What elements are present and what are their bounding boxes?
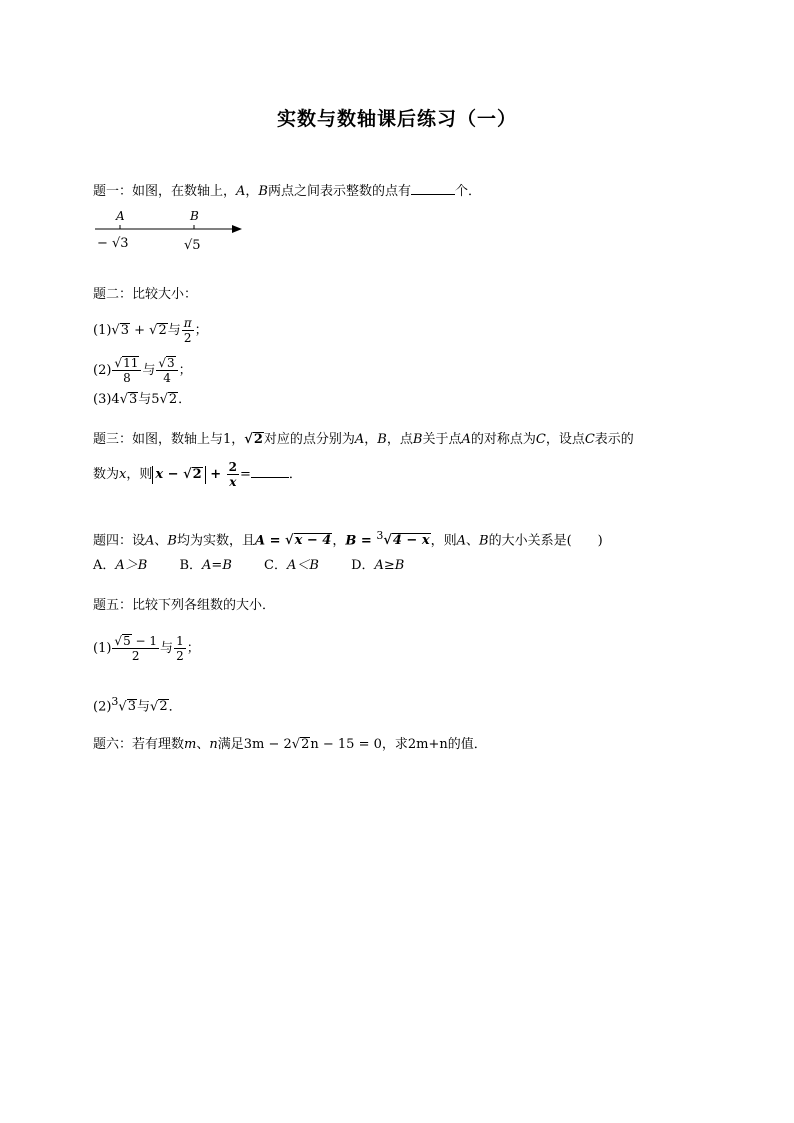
q4-option-a-label: A．	[93, 558, 116, 573]
q3-text-d: 关于点	[422, 432, 462, 447]
q2-part-3: (3)4√3与5√2．	[93, 392, 192, 407]
q2-p2-frac2-den: 4	[163, 371, 171, 385]
q4-option-b-expr: A=B	[202, 558, 232, 573]
q6-lead: 题六：若有理数	[93, 737, 185, 752]
q2-p2-frac2-num: 3	[167, 356, 175, 370]
q4-option-d-expr: A≥B	[374, 558, 405, 573]
q2-p1-fraction	[182, 316, 194, 345]
axis-label-a: A	[116, 209, 125, 223]
q3-text-i: ，则	[126, 467, 153, 482]
question-4: 题四：设A、B均为实数，且A = √x − 4，B = $^3$√4 − x，则A、B的大小关系是( )	[93, 529, 603, 549]
q2-p2-number: (2)	[93, 363, 112, 378]
question-1	[93, 182, 481, 201]
q5-p1-frac2-den: 2	[176, 649, 184, 663]
q2-p1-rad-a: 3	[120, 323, 129, 338]
q5-part-2: $(2)^3√3$与√2．	[93, 695, 182, 715]
q4-options	[93, 557, 432, 575]
q3-point-a: A	[354, 432, 365, 447]
q5-part-1	[93, 634, 200, 663]
q4-option-a	[93, 557, 147, 575]
q5-p1-frac-tail: − 1	[131, 634, 158, 648]
q3-abs-minus: −	[163, 467, 184, 482]
q4-var-a: A	[145, 533, 155, 549]
q5-p1-with: 与	[160, 641, 174, 656]
q3-abs-x: x	[155, 467, 164, 482]
q2-lead: 题二：比较大小：	[93, 287, 198, 302]
q4-option-a-expr: A＞B	[115, 558, 148, 573]
q2-part-1: (1)√3 + √2与 $\frac{\pi}{2}$ ；	[93, 316, 208, 345]
q3-absolute-value: x − √2	[152, 466, 205, 484]
q5-p1-frac-rad: 5	[123, 634, 131, 648]
q2-p3-rad-2: 2	[168, 392, 178, 407]
q2-p2-frac1-num: 11	[123, 356, 139, 370]
q5-p1-fraction-1: $\frac{√5 - 1}{2}$	[114, 634, 158, 663]
q4-sep-2: 、	[466, 533, 480, 549]
q6-tail: ，求	[381, 737, 408, 752]
q3-text-c: ，点	[386, 432, 413, 447]
q4-eq-b: B	[345, 533, 357, 549]
q6-sep: 、	[196, 737, 210, 752]
question-6: 题六：若有理数m、n满足3m − 2√2n − 15 = 0，求2m+n的值．	[93, 737, 487, 752]
q4-equals-2: =	[356, 533, 377, 549]
q4-option-b-label: B．	[179, 558, 203, 573]
q5-p1-fraction-2	[174, 634, 186, 663]
q2-p3-with: 与	[138, 392, 152, 407]
q2-p1-end: ；	[194, 323, 208, 338]
q1-lead: 题一：如图，在数轴上，	[93, 184, 237, 199]
q6-eq-a: 3m − 2	[243, 737, 292, 752]
q5-p1-end: ；	[186, 641, 200, 656]
q2-p1-rad-b: 2	[158, 323, 167, 338]
q5-p2-rad-2: 2	[159, 699, 168, 715]
q3-answer-blank	[251, 465, 289, 478]
q3-text-f: ，设点	[545, 432, 585, 447]
q2-p2-fraction-1: $\frac{√11}{8}$	[112, 356, 141, 385]
q3-line-1: 题三：如图，数轴上与1，√2对应的点分别为A，B，点B关于点A的对称点为C，设点C表示的	[93, 432, 634, 447]
q1-answer-blank	[411, 182, 455, 195]
q3-point-c-2: C	[584, 432, 595, 447]
q5-p2-end: ．	[168, 699, 182, 715]
q4-option-c	[264, 557, 319, 575]
axis-label-b: B	[190, 209, 199, 223]
q3-frac-den: x	[229, 475, 237, 489]
q2-p2-with: 与	[142, 363, 156, 378]
q3-text-e: 的对称点为	[470, 432, 536, 447]
q3-point-b-2: B	[412, 432, 423, 447]
q3-equals: =	[240, 467, 251, 482]
q2-p3-number: (3)	[93, 392, 112, 407]
q2-p3-rad-1: 3	[129, 392, 138, 407]
q5-p1-frac-den: 2	[131, 649, 140, 663]
q4-option-c-label: C．	[264, 558, 287, 573]
q3-rad: 2	[253, 432, 263, 447]
q1-point-b: B	[258, 184, 268, 199]
q5-p1-frac2-num: 1	[176, 634, 184, 648]
q3-comma: ，	[364, 432, 378, 447]
q6-eq-b: n − 15 = 0	[310, 737, 382, 752]
q3-text-b: 对应的点分别为	[263, 432, 355, 447]
q4-var-a-2: A	[456, 533, 467, 549]
q4-tail-2: 的大小关系是( )	[488, 533, 603, 549]
q6-var-m: m	[184, 737, 197, 752]
q6-mid: 满足	[217, 737, 244, 752]
q5-p1-number: (1)	[93, 641, 112, 656]
q4-rad-b: 4 − x	[392, 533, 430, 549]
axis-value-b: √5	[184, 238, 201, 253]
q4-var-b: B	[167, 533, 177, 549]
q2-p3-coef-1: 4	[111, 392, 120, 407]
q2-p1-frac-den: 2	[183, 331, 192, 345]
q5-lead: 题五：比较下列各组数的大小．	[93, 598, 276, 613]
q2-p2-frac1-den: 8	[123, 371, 131, 385]
q3-abs-rad: 2	[192, 467, 202, 482]
q6-eq-rad: 2	[301, 737, 310, 752]
q2-p1-with: 与	[167, 323, 181, 338]
q2-p1-frac-num: π	[183, 316, 192, 330]
page-title: 实数与数轴课后练习（一）	[276, 108, 517, 130]
q4-tail: ，则	[430, 533, 457, 549]
q2-p3-end: ．	[178, 392, 192, 407]
q1-end: 个．	[455, 184, 482, 199]
q2-part-2	[93, 356, 192, 385]
q4-option-d	[351, 557, 404, 575]
q5-p2-rad-1: 3	[127, 699, 136, 715]
q4-var-b-2: B	[479, 533, 489, 549]
q2-p2-end: ；	[178, 363, 192, 378]
q1-comma: ，	[245, 184, 259, 199]
axis-value-a: − √3	[97, 236, 129, 251]
q3-var-x: x	[119, 467, 127, 482]
q3-text-h: 数为	[93, 467, 120, 482]
q4-sep: 、	[154, 533, 168, 549]
q5-p2-root-index: 3	[111, 695, 119, 708]
q4-eq-a: A	[255, 533, 266, 549]
number-line	[90, 205, 250, 257]
q3-fraction	[227, 460, 239, 489]
q3-text-a: 题三：如图，数轴上与1，	[93, 432, 245, 447]
q4-equals-1: =	[265, 533, 286, 549]
q3-point-a-2: A	[461, 432, 471, 447]
q3-text-g: 表示的	[594, 432, 634, 447]
q3-point-b: B	[377, 432, 387, 447]
q2-p1-plus: +	[130, 323, 150, 338]
q5-p2-with: 与	[137, 699, 151, 715]
q1-mid: 两点之间表示整数的点有	[267, 184, 411, 199]
q4-option-c-expr: A＜B	[286, 558, 319, 573]
q4-mid: 均为实数，且	[176, 533, 255, 549]
q4-option-b	[179, 557, 231, 575]
number-line-arrow	[232, 225, 242, 233]
q3-point-c: C	[535, 432, 546, 447]
q4-rad-a: x − 4	[294, 533, 332, 549]
q3-plus: +	[205, 467, 226, 482]
q6-var-n: n	[209, 737, 218, 752]
q2-p2-fraction-2: $\frac{√3}{4}$	[156, 356, 177, 385]
q4-lead: 题四：设	[93, 533, 146, 549]
q3-line-2	[93, 460, 302, 489]
q4-comma: ，	[332, 533, 346, 549]
q2-p3-coef-2: 5	[151, 392, 160, 407]
q3-frac-num: 2	[228, 460, 237, 474]
q6-ask: 2m+n	[407, 737, 448, 752]
q6-end: 的值．	[447, 737, 487, 752]
q4-option-d-label: D．	[351, 558, 375, 573]
q4-root-index: 3	[376, 529, 384, 542]
q2-p1-number: (1)	[93, 323, 112, 338]
q1-point-a: A	[236, 184, 246, 199]
q5-p2-number: (2)	[93, 699, 112, 715]
q3-end: ．	[288, 467, 302, 482]
